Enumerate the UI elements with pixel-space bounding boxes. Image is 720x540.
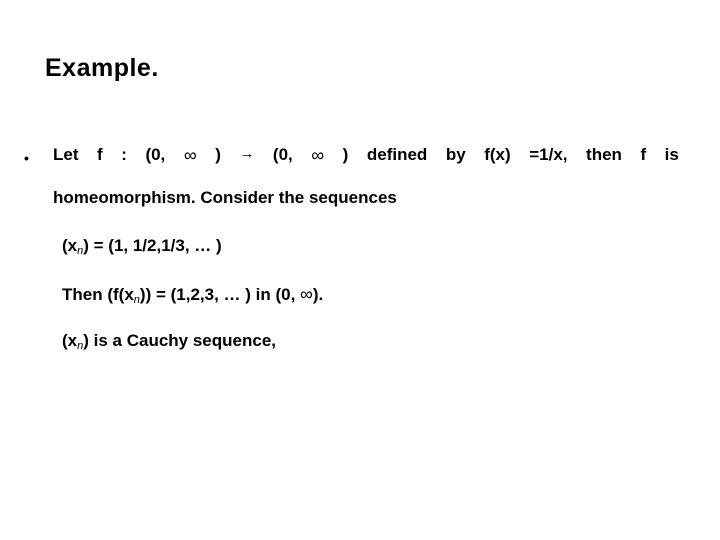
slide-title: Example. [45, 54, 159, 82]
cauchy-text: ) is a Cauchy sequence, [83, 331, 276, 350]
token-f-2: f [640, 145, 647, 164]
token-f: f [97, 145, 103, 164]
cauchy-line [62, 331, 276, 352]
token-open-interval: (0, [145, 145, 166, 164]
token-let: Let [53, 145, 79, 164]
sequence-fxn-line [62, 284, 323, 306]
infinity-symbol: ∞ [300, 284, 313, 304]
token-is: is [664, 145, 679, 164]
token-colon: : [121, 145, 127, 164]
subscript-n: n [77, 245, 84, 257]
sequence-xn-values: ) = (1, 1/2,1/3, … ) [83, 236, 222, 255]
token-formula: =1/x, [529, 145, 568, 164]
sequence-fxn-close: ). [312, 285, 324, 304]
subscript-n: n [77, 340, 84, 352]
sequence-fxn-open: Then (f(x [62, 285, 134, 304]
bullet-marker: • [24, 150, 29, 166]
token-then: then [586, 145, 622, 164]
definition-continuation: homeomorphism. Consider the sequences [53, 188, 397, 207]
token-close-paren-2: ) [342, 145, 349, 164]
token-infinity-2: ∞ [311, 145, 325, 165]
token-fx: f(x) [484, 145, 511, 164]
token-open-interval-2: (0, [272, 145, 293, 164]
token-by: by [445, 145, 466, 164]
subscript-n: n [133, 294, 140, 306]
sequence-xn-line [62, 236, 222, 257]
token-infinity: ∞ [183, 145, 197, 165]
sequence-fxn-values: )) = (1,2,3, … ) in (0, [139, 285, 301, 304]
token-defined: defined [366, 145, 428, 164]
definition-line [53, 145, 679, 166]
token-arrow: → [239, 145, 255, 162]
cauchy-open: (x [62, 331, 78, 350]
sequence-xn-open: (x [62, 236, 78, 255]
token-close-paren: ) [215, 145, 221, 164]
